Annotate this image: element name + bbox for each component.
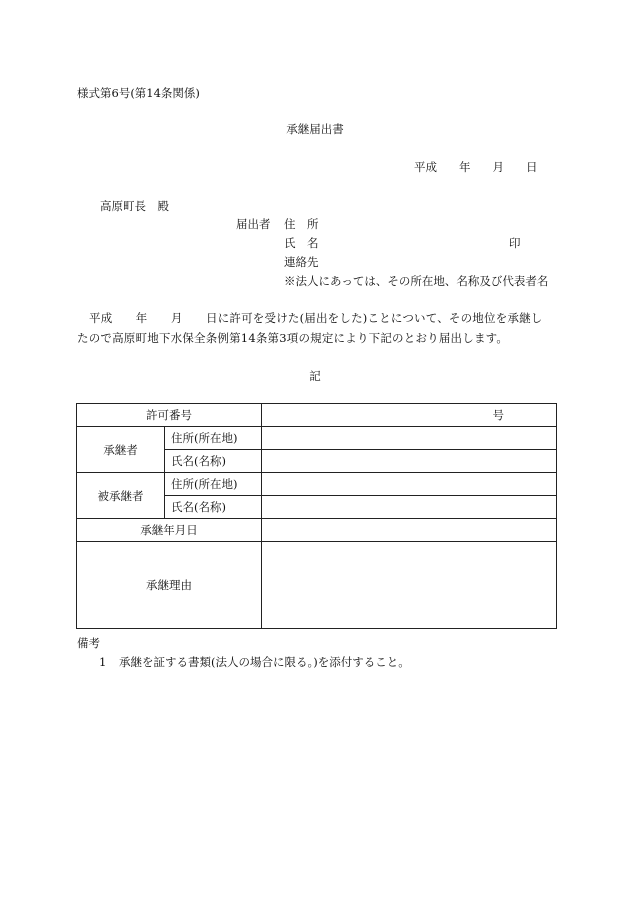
remark-item	[99, 655, 410, 669]
notifier-label: 届出者	[236, 217, 271, 231]
successor-name-field[interactable]	[262, 450, 557, 473]
corporate-note: ※法人にあっては、その所在地、名称及び代表者名	[284, 274, 549, 288]
document-title: 承継届出書	[286, 122, 344, 136]
predecessor-address-field[interactable]	[262, 473, 557, 496]
form-number: 様式第6号(第14条関係)	[77, 86, 200, 100]
date-line	[414, 160, 538, 174]
remark-number: 1	[99, 655, 107, 669]
body-line-2: たので高原町地下水保全条例第14条第3項の規定により下記のとおり届出します。	[77, 331, 509, 345]
successor-address-label: 住所(所在地)	[165, 427, 262, 450]
notifier-address-label: 住 所	[284, 217, 319, 231]
permit-number-row	[77, 404, 557, 427]
succession-date-label: 承継年月日	[77, 519, 262, 542]
addressee: 高原町長 殿	[100, 199, 169, 213]
ki-heading: 記	[309, 369, 321, 383]
successor-name-label: 氏名(名称)	[165, 450, 262, 473]
successor-label: 承継者	[77, 427, 165, 473]
successor-address-field[interactable]	[262, 427, 557, 450]
succession-reason-row	[77, 542, 557, 629]
date-day: 日	[526, 160, 538, 174]
succession-date-field[interactable]	[262, 519, 557, 542]
predecessor-address-label: 住所(所在地)	[165, 473, 262, 496]
date-era: 平成	[414, 160, 437, 174]
succession-reason-label: 承継理由	[77, 542, 262, 629]
predecessor-label: 被承継者	[77, 473, 165, 519]
succession-reason-field[interactable]	[262, 542, 557, 629]
body-line-1: 平成 年 月 日に許可を受けた(届出をした)ことについて、その地位を承継し	[89, 311, 543, 325]
notifier-name-label: 氏 名	[284, 236, 319, 250]
date-month: 月	[492, 160, 504, 174]
permit-number-field[interactable]	[262, 404, 557, 427]
succession-form-table	[76, 403, 557, 629]
seal-label: 印	[509, 236, 521, 250]
succession-date-row	[77, 519, 557, 542]
permit-number-suffix: 号	[492, 408, 504, 422]
predecessor-name-label: 氏名(名称)	[165, 496, 262, 519]
remark-text: 承継を証する書類(法人の場合に限る。)を添付すること。	[119, 655, 410, 669]
permit-number-label: 許可番号	[77, 404, 262, 427]
predecessor-name-field[interactable]	[262, 496, 557, 519]
successor-address-row	[77, 427, 557, 450]
predecessor-address-row	[77, 473, 557, 496]
remarks-heading: 備考	[77, 636, 100, 650]
date-year: 年	[459, 160, 471, 174]
body-paragraph	[77, 308, 557, 348]
notifier-contact-label: 連絡先	[284, 255, 319, 269]
